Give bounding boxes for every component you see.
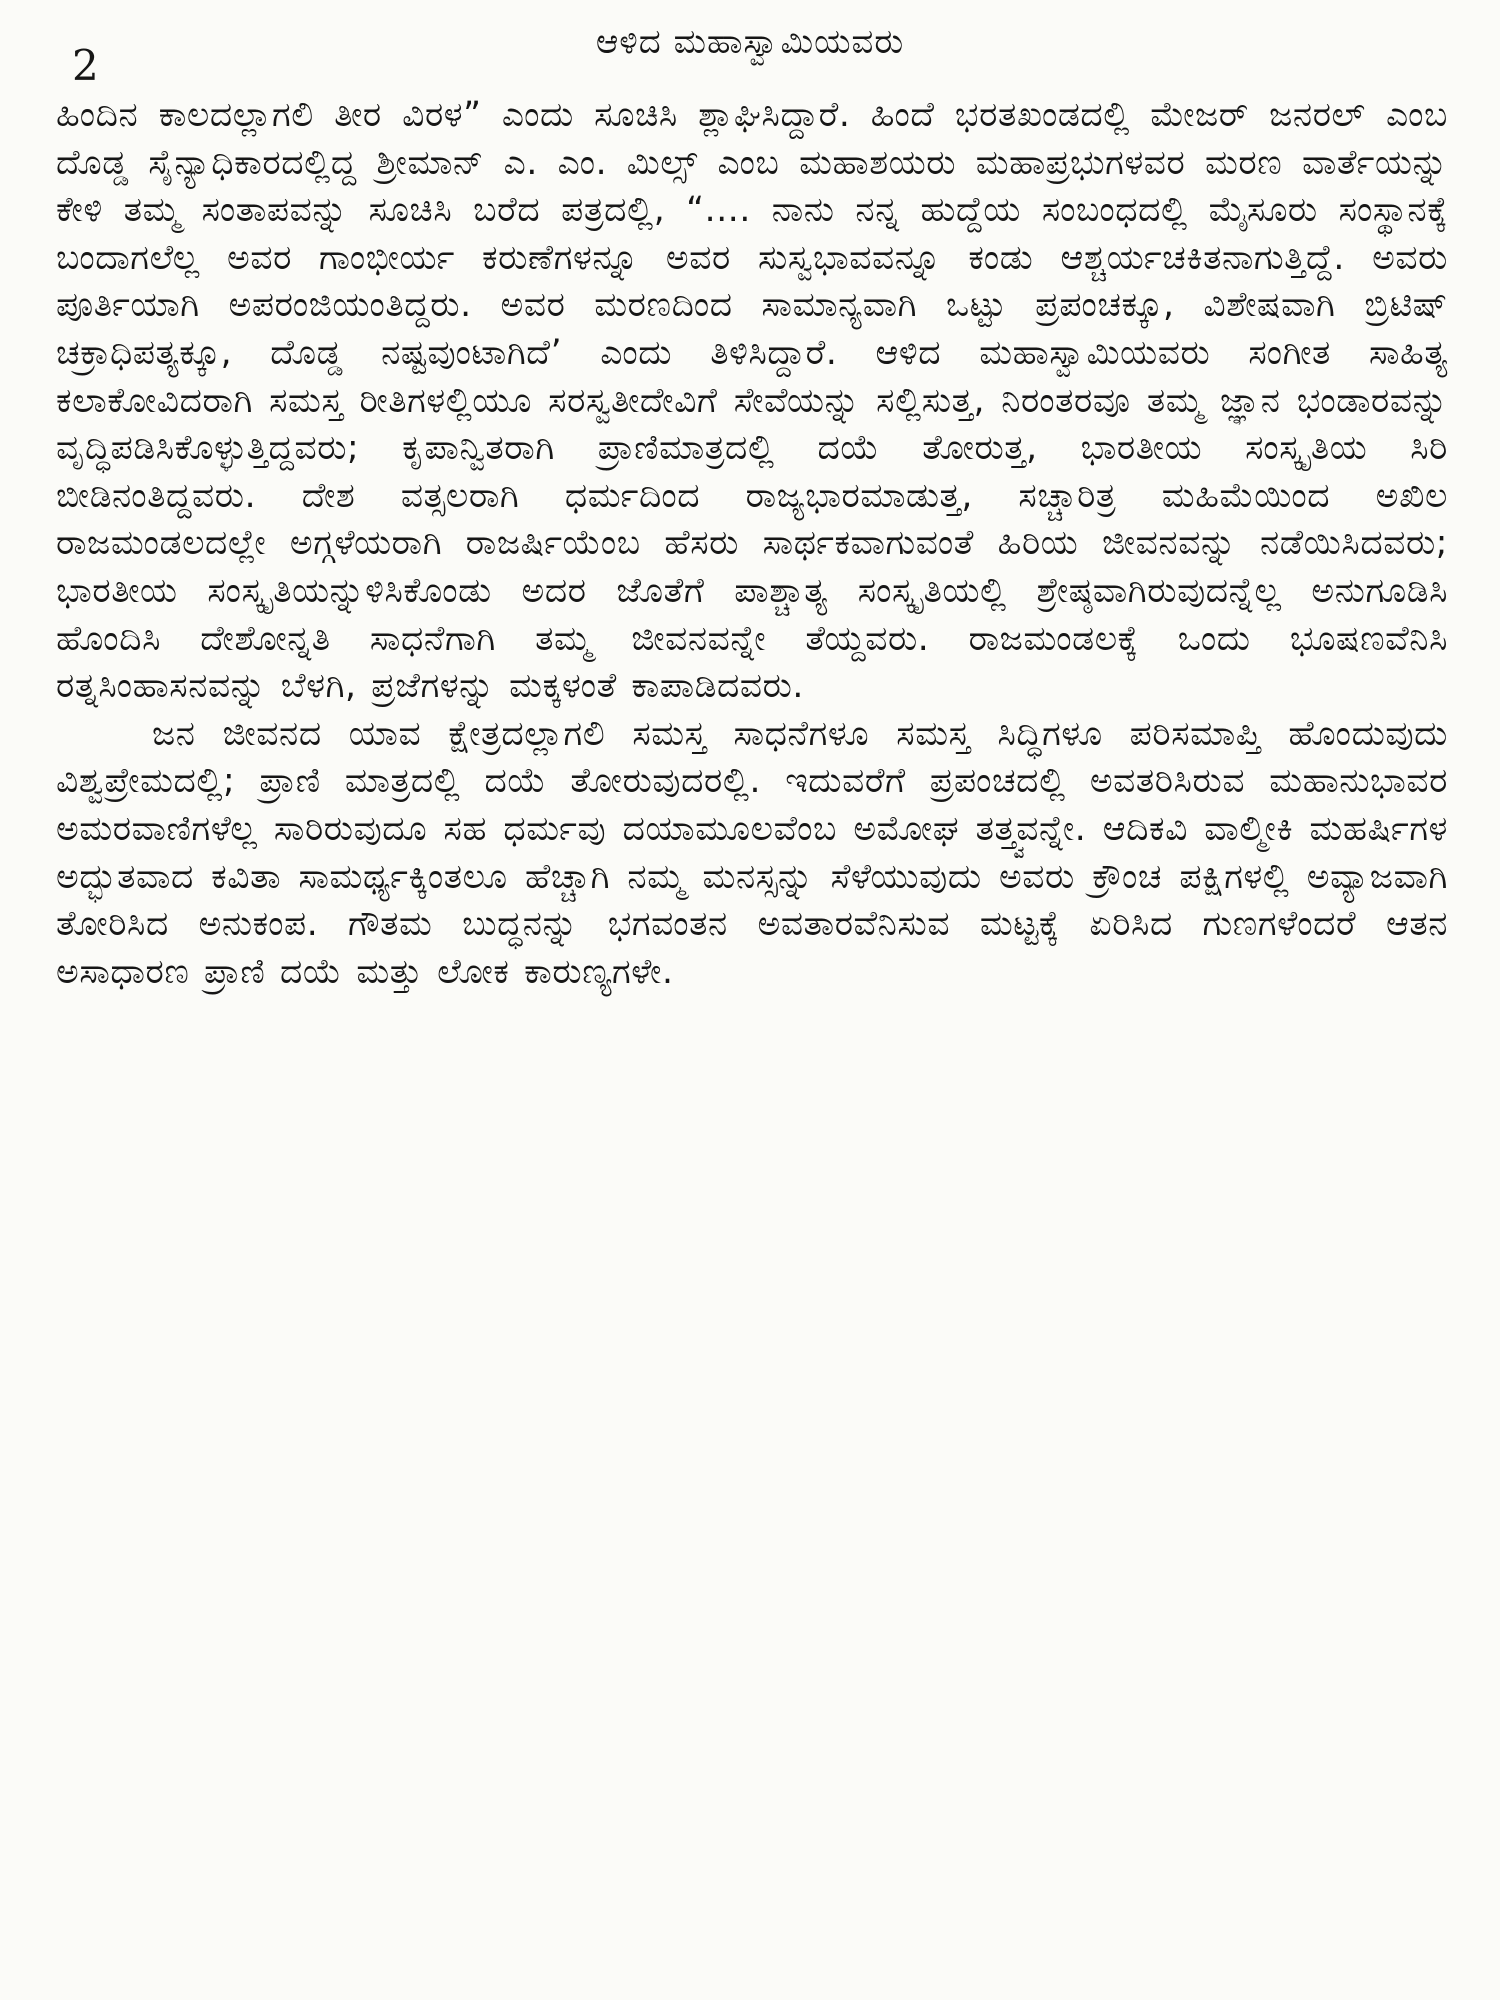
page-number: 2 [72,41,99,90]
page-body [56,92,1448,996]
page-header [0,14,1500,90]
running-title: ಆಳಿದ ಮಹಾಸ್ವಾಮಿಯವರು [595,22,905,62]
paragraph-1: ಹಿಂದಿನ ಕಾಲದಲ್ಲಾಗಲಿ ತೀರ ವಿರಳ” ಎಂದು ಸೂಚಿಸಿ ಶ್ಲಾಘಿಸಿದ್ದಾರೆ. ಹಿಂದೆ ಭರತಖಂಡದಲ್ಲಿ ಮೇಜರ್ ಜನರಲ್ ಎಂಬ ದೊಡ್ಡ ಸೈನ್ಯಾಧಿಕಾರದಲ್ಲಿದ್ದ ಶ್ರೀಮಾನ್ ಎ. ಎಂ. ಮಿಲ್ಸ್ ಎಂಬ ಮಹಾಶಯರು ಮಹಾಪ್ರಭುಗಳವರ ಮರಣ ವಾರ್ತೆಯನ್ನು ಕೇಳಿ ತಮ್ಮ ಸಂತಾಪವನ್ನು ಸೂಚಿಸಿ ಬರೆದ ಪತ್ರದಲ್ಲಿ, “.... ನಾನು ನನ್ನ ಹುದ್ದೆಯ ಸಂಬಂಧದಲ್ಲಿ ಮೈಸೂರು ಸಂಸ್ಥಾನಕ್ಕೆ ಬಂದಾಗಲೆಲ್ಲ ಅವರ ಗಾಂಭೀರ್ಯ ಕರುಣೆಗಳನ್ನೂ ಅವರ ಸುಸ್ವಭಾವವನ್ನೂ ಕಂಡು ಆಶ್ಚರ್ಯಚಕಿತನಾಗುತ್ತಿದ್ದೆ. ಅವರು ಪೂರ್ತಿಯಾಗಿ ಅಪರಂಜಿಯಂತಿದ್ದರು. ಅವರ ಮರಣದಿಂದ ಸಾಮಾನ್ಯವಾಗಿ ಒಟ್ಟು ಪ್ರಪಂಚಕ್ಕೂ, ವಿಶೇಷವಾಗಿ ಬ್ರಿಟಿಷ್ ಚಕ್ರಾಧಿಪತ್ಯಕ್ಕೂ, ದೊಡ್ಡ ನಷ್ಟವುಂಟಾಗಿದೆ’ ಎಂದು ತಿಳಿಸಿದ್ದಾರೆ. ಆಳಿದ ಮಹಾಸ್ವಾಮಿಯವರು ಸಂಗೀತ ಸಾಹಿತ್ಯ ಕಲಾಕೋವಿದರಾಗಿ ಸಮಸ್ತ ರೀತಿಗಳಲ್ಲಿಯೂ ಸರಸ್ವತೀದೇವಿಗೆ ಸೇವೆಯನ್ನು ಸಲ್ಲಿಸುತ್ತ, ನಿರಂತರವೂ ತಮ್ಮ ಜ್ಞಾನ ಭಂಡಾರವನ್ನು ವೃದ್ಧಿಪಡಿಸಿಕೊಳ್ಳುತ್ತಿದ್ದವರು; ಕೃಪಾನ್ವಿತರಾಗಿ ಪ್ರಾಣಿಮಾತ್ರದಲ್ಲಿ ದಯೆ ತೋರುತ್ತ, ಭಾರತೀಯ ಸಂಸ್ಕೃತಿಯ ಸಿರಿ ಬೀಡಿನಂತಿದ್ದವರು. ದೇಶ ವತ್ಸಲರಾಗಿ ಧರ್ಮದಿಂದ ರಾಜ್ಯಭಾರಮಾಡುತ್ತ, ಸಚ್ಚಾರಿತ್ರ ಮಹಿಮೆಯಿಂದ ಅಖಿಲ ರಾಜಮಂಡಲದಲ್ಲೇ ಅಗ್ಗಳೆಯರಾಗಿ ರಾಜರ್ಷಿಯೆಂಬ ಹೆಸರು ಸಾರ್ಥಕವಾಗುವಂತೆ ಹಿರಿಯ ಜೀವನವನ್ನು ನಡೆಯಿಸಿದವರು; ಭಾರತೀಯ ಸಂಸ್ಕೃತಿಯನ್ನುಳಿಸಿಕೊಂಡು ಅದರ ಜೊತೆಗೆ ಪಾಶ್ಚಾತ್ಯ ಸಂಸ್ಕೃತಿಯಲ್ಲಿ ಶ್ರೇಷ್ಠವಾಗಿರುವುದನ್ನೆಲ್ಲ ಅನುಗೂಡಿಸಿ ಹೊಂದಿಸಿ ದೇಶೋನ್ನತಿ ಸಾಧನೆಗಾಗಿ ತಮ್ಮ ಜೀವನವನ್ನೇ ತೆಯ್ದವರು. ರಾಜಮಂಡಲಕ್ಕೆ ಒಂದು ಭೂಷಣವೆನಿಸಿ ರತ್ನಸಿಂಹಾಸನವನ್ನು ಬೆಳಗಿ, ಪ್ರಜೆಗಳನ್ನು ಮಕ್ಕಳಂತೆ ಕಾಪಾಡಿದವರು. [56,95,1448,707]
paragraph-2: ಜನ ಜೀವನದ ಯಾವ ಕ್ಷೇತ್ರದಲ್ಲಾಗಲಿ ಸಮಸ್ತ ಸಾಧನೆಗಳೂ ಸಮಸ್ತ ಸಿದ್ಧಿಗಳೂ ಪರಿಸಮಾಪ್ತಿ ಹೊಂದುವುದು ವಿಶ್ವಪ್ರೇಮದಲ್ಲಿ; ಪ್ರಾಣಿ ಮಾತ್ರದಲ್ಲಿ ದಯೆ ತೋರುವುದರಲ್ಲಿ. ಇದುವರೆಗೆ ಪ್ರಪಂಚದಲ್ಲಿ ಅವತರಿಸಿರುವ ಮಹಾನುಭಾವರ ಅಮರವಾಣಿಗಳೆಲ್ಲ ಸಾರಿರುವುದೂ ಸಹ ಧರ್ಮವು ದಯಾಮೂಲವೆಂಬ ಅಮೋಘ ತತ್ತ್ವವನ್ನೇ. ಆದಿಕವಿ ವಾಲ್ಮೀಕಿ ಮಹರ್ಷಿಗಳ ಅದ್ಭುತವಾದ ಕವಿತಾ ಸಾಮರ್ಥ್ಯಕ್ಕಿಂತಲೂ ಹೆಚ್ಚಾಗಿ ನಮ್ಮ ಮನಸ್ಸನ್ನು ಸೆಳೆಯುವುದು ಅವರು ಕ್ರೌಂಚ ಪಕ್ಷಿಗಳಲ್ಲಿ ಅವ್ಯಾಜವಾಗಿ ತೋರಿಸಿದ ಅನುಕಂಪ. ಗೌತಮ ಬುದ್ಧನನ್ನು ಭಗವಂತನ ಅವತಾರವೆನಿಸುವ ಮಟ್ಟಕ್ಕೆ ಏರಿಸಿದ ಗುಣಗಳೆಂದರೆ ಆತನ ಅಸಾಧಾರಣ ಪ್ರಾಣಿ ದಯೆ ಮತ್ತು ಲೋಕ ಕಾರುಣ್ಯಗಳೇ. [56,713,1448,992]
